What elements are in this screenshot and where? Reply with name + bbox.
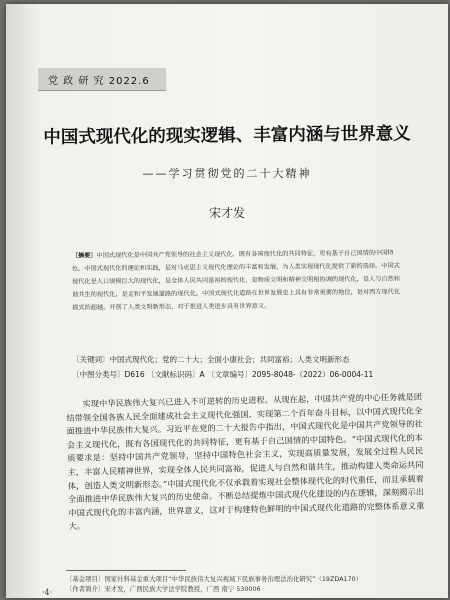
article-author: 宋才发 [208,206,245,220]
footnote-author: 〔作者简介〕宋才发，广西民族大学法学院教授，广西 南宁 530006 [66,585,261,593]
footnote-divider [66,570,186,571]
abstract-block [72,247,403,315]
footnote-funding: 〔基金项目〕国家社科基金重大项目“中华民族伟大复兴视域下民族事务治理法治化研究”（19ZDA170） [66,575,363,583]
journal-header-band [38,68,166,91]
keywords-line: 〔关键词〕中国式现代化；党的二十大；全面小康社会；共同富裕；人类文明新形态 [72,355,350,364]
classification-line: 〔中图分类号〕D616 〔文献标识码〕A 〔文章编号〕2095-8048-（2022）06-0004-11 [72,370,374,379]
journal-name: 党 政 研 究 2022.6 [48,76,150,87]
article-body: 实现中华民族伟大复兴已进入不可逆转的历史进程。从现在起，中国共产党的中心任务就是团结带领全国各族人民全面建成社会主义现代化强国、实现第二个百年奋斗目标，以中国式现代化全面推进中华民族伟大复兴。习近平在党的二十大报告中指出，中国式现代化是中国共产党领导的社会主义现代化，既有各国现代化的共同特征，更有基于自己国情的中国特色。“中国式现代化的本质要求是：坚持中国共产党领导，坚持中国特色社会主义，实现高质量发展，发展全过程人民民主，丰富人民精神世界，实现全体人民共同富裕，促进人与自然和谐共生，推动构建人类命运共同体，创造人类文明新形态。”中国式现代化不仅承载着实现社会整体现代化的时代重任，而且承载着全面推进中华民族伟大复兴的历史使命。不断总结提炼中国式现代化建设的内在逻辑，深刻揭示出中国式现代化的丰富内涵，世界意义，这对于构建特色鲜明的中国式现代化道路的完整体系意义重大。 [66,391,425,532]
article-subtitle: ——学习贯彻党的二十大精神 [142,167,312,180]
abstract-label: 〔摘要〕 [71,252,97,260]
article-title: 中国式现代化的现实逻辑、丰富内涵与世界意义 [43,124,411,148]
abstract-text: 中国式现代化是中国共产党领导的社会主义现代化，既有各国现代化的共同特征，更有基于自己国情的中国特色。中国式现代化的理论和实践，是对马克思主义现代化理论的丰富和发展，为人类实现现代化提供了新的选择。中国式现代化是人口规模巨大的现代化，是全体人民共同富裕的现代化，是物质文明和精神文明相协调的现代化，是人与自然和谐共生的现代化，是走和平发展道路的现代化。中国式现代化道路在世界发展史上具有非常重要的地位，是对西方现代化模式的超越，开创了人类文明新形态，对于推进人类进步具有世界意义。 [71,249,401,312]
journal-page [6,4,448,598]
page-number: ·4· [42,588,53,597]
